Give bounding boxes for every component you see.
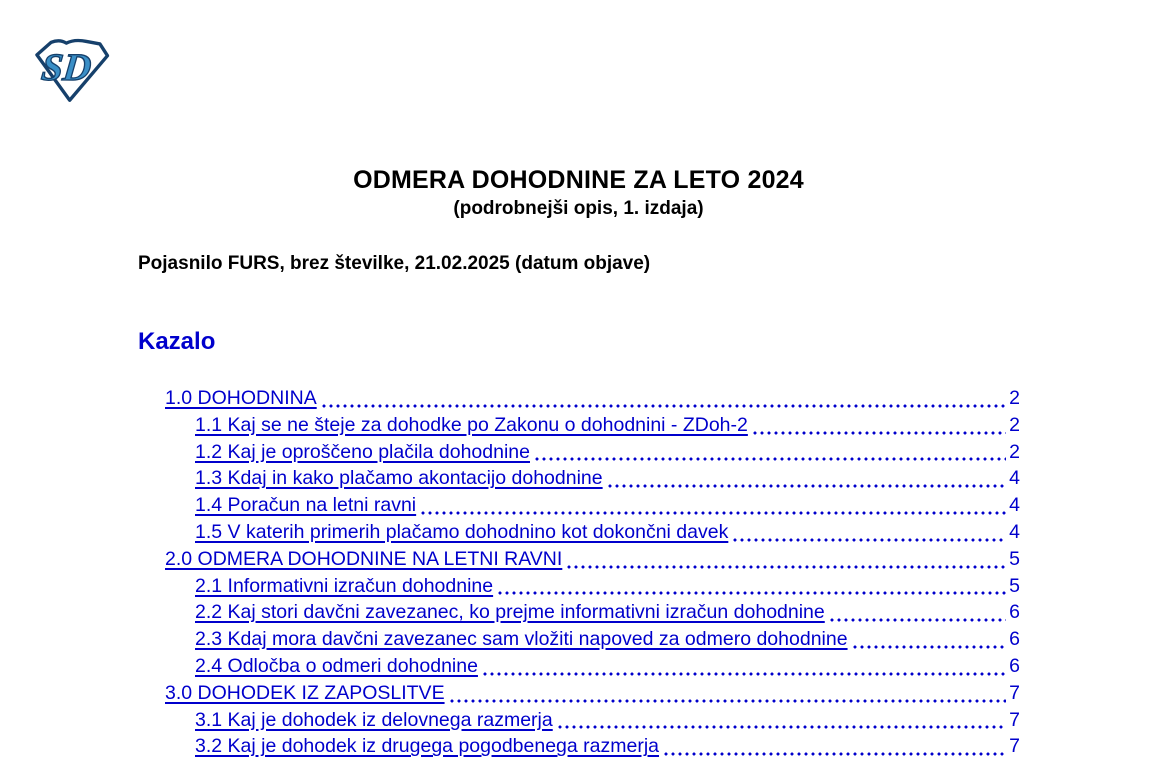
toc-page-number: 5 — [1009, 574, 1020, 597]
toc-page-number: 7 — [1009, 681, 1020, 704]
toc-dot-leader — [421, 492, 1006, 519]
toc-entry — [165, 733, 1020, 760]
toc-entry-link[interactable]: 3.2 Kaj je dohodek iz drugega pogodbenega razmerja — [195, 735, 660, 758]
toc-entry — [165, 626, 1020, 653]
toc-entry-link[interactable]: 2.1 Informativni izračun dohodnine — [195, 574, 494, 597]
toc-dot-leader — [608, 465, 1007, 492]
toc-dot-leader — [558, 707, 1006, 734]
toc-entry-link[interactable]: 2.4 Odločba o odmeri dohodnine — [195, 654, 478, 677]
toc-entry-link[interactable]: 2.0 ODMERA DOHODNINE NA LETNI RAVNI — [165, 547, 563, 570]
document-title: ODMERA DOHODNINE ZA LETO 2024 — [353, 166, 804, 194]
toc-dot-leader — [853, 626, 1007, 653]
toc-dot-leader — [322, 385, 1006, 412]
toc-entry-link[interactable]: 1.4 Poračun na letni ravni — [195, 494, 417, 517]
document-subtitle: (podrobnejši opis, 1. izdaja) — [453, 198, 704, 219]
toc-page-number: 7 — [1009, 735, 1020, 758]
toc-dot-leader — [498, 573, 1006, 600]
toc-entry-link[interactable]: 3.0 DOHODEK IZ ZAPOSLITVE — [165, 681, 445, 704]
toc-entry — [165, 412, 1020, 439]
toc-entry-link[interactable]: 2.3 Kdaj mora davčni zavezanec sam vložiti napoved za odmero dohodnine — [195, 628, 848, 651]
toc-heading: Kazalo — [138, 328, 216, 355]
toc-page-number: 4 — [1009, 520, 1020, 543]
toc-entry-link[interactable]: 1.1 Kaj se ne šteje za dohodke po Zakonu o dohodnini - ZDoh-2 — [195, 413, 748, 436]
toc-dot-leader — [733, 519, 1006, 546]
toc-page-number: 4 — [1009, 494, 1020, 517]
document-note: Pojasnilo FURS, brez številke, 21.02.2025 (datum objave) — [138, 253, 651, 274]
toc-entry — [165, 680, 1020, 707]
toc-dot-leader — [664, 733, 1006, 760]
toc-entry — [165, 653, 1020, 680]
sd-shield-logo — [26, 36, 110, 104]
toc-dot-leader — [450, 680, 1007, 707]
toc-dot-leader — [535, 439, 1006, 466]
toc-page-number: 6 — [1009, 654, 1020, 677]
toc-page-number: 6 — [1009, 601, 1020, 624]
toc-dot-leader — [830, 599, 1006, 626]
toc-dot-leader — [753, 412, 1006, 439]
logo-letters: SD — [39, 46, 94, 90]
toc-dot-leader — [567, 546, 1006, 573]
toc-entry — [165, 492, 1020, 519]
toc-entry-link[interactable]: 2.2 Kaj stori davčni zavezanec, ko prejme informativni izračun dohodnine — [195, 601, 825, 624]
toc-entry — [165, 385, 1020, 412]
toc-entry — [165, 599, 1020, 626]
toc-page-number: 2 — [1009, 387, 1020, 409]
sd-shield-logo-graphic — [26, 36, 110, 104]
toc-entry-link[interactable]: 1.5 V katerih primerih plačamo dohodnino kot dokončni davek — [195, 520, 729, 543]
toc-entry — [165, 519, 1020, 546]
toc-page-number: 4 — [1009, 467, 1020, 490]
toc-page-number: 7 — [1009, 708, 1020, 731]
toc-entry — [165, 573, 1020, 600]
toc-entry-link[interactable]: 1.0 DOHODNINA — [165, 387, 317, 409]
toc-page-number: 6 — [1009, 628, 1020, 651]
table-of-contents — [165, 385, 1020, 760]
toc-entry — [165, 707, 1020, 734]
toc-entry-link[interactable]: 1.3 Kdaj in kako plačamo akontacijo dohodnine — [195, 467, 603, 490]
toc-entry — [165, 546, 1020, 573]
toc-dot-leader — [483, 653, 1006, 680]
toc-page-number: 2 — [1009, 440, 1020, 463]
toc-page-number: 2 — [1009, 413, 1020, 436]
toc-page-number: 5 — [1009, 547, 1020, 570]
toc-entry-link[interactable]: 3.1 Kaj je dohodek iz delovnega razmerja — [195, 708, 553, 731]
toc-entry — [165, 465, 1020, 492]
toc-entry — [165, 439, 1020, 466]
toc-entry-link[interactable]: 1.2 Kaj je oproščeno plačila dohodnine — [195, 440, 530, 463]
